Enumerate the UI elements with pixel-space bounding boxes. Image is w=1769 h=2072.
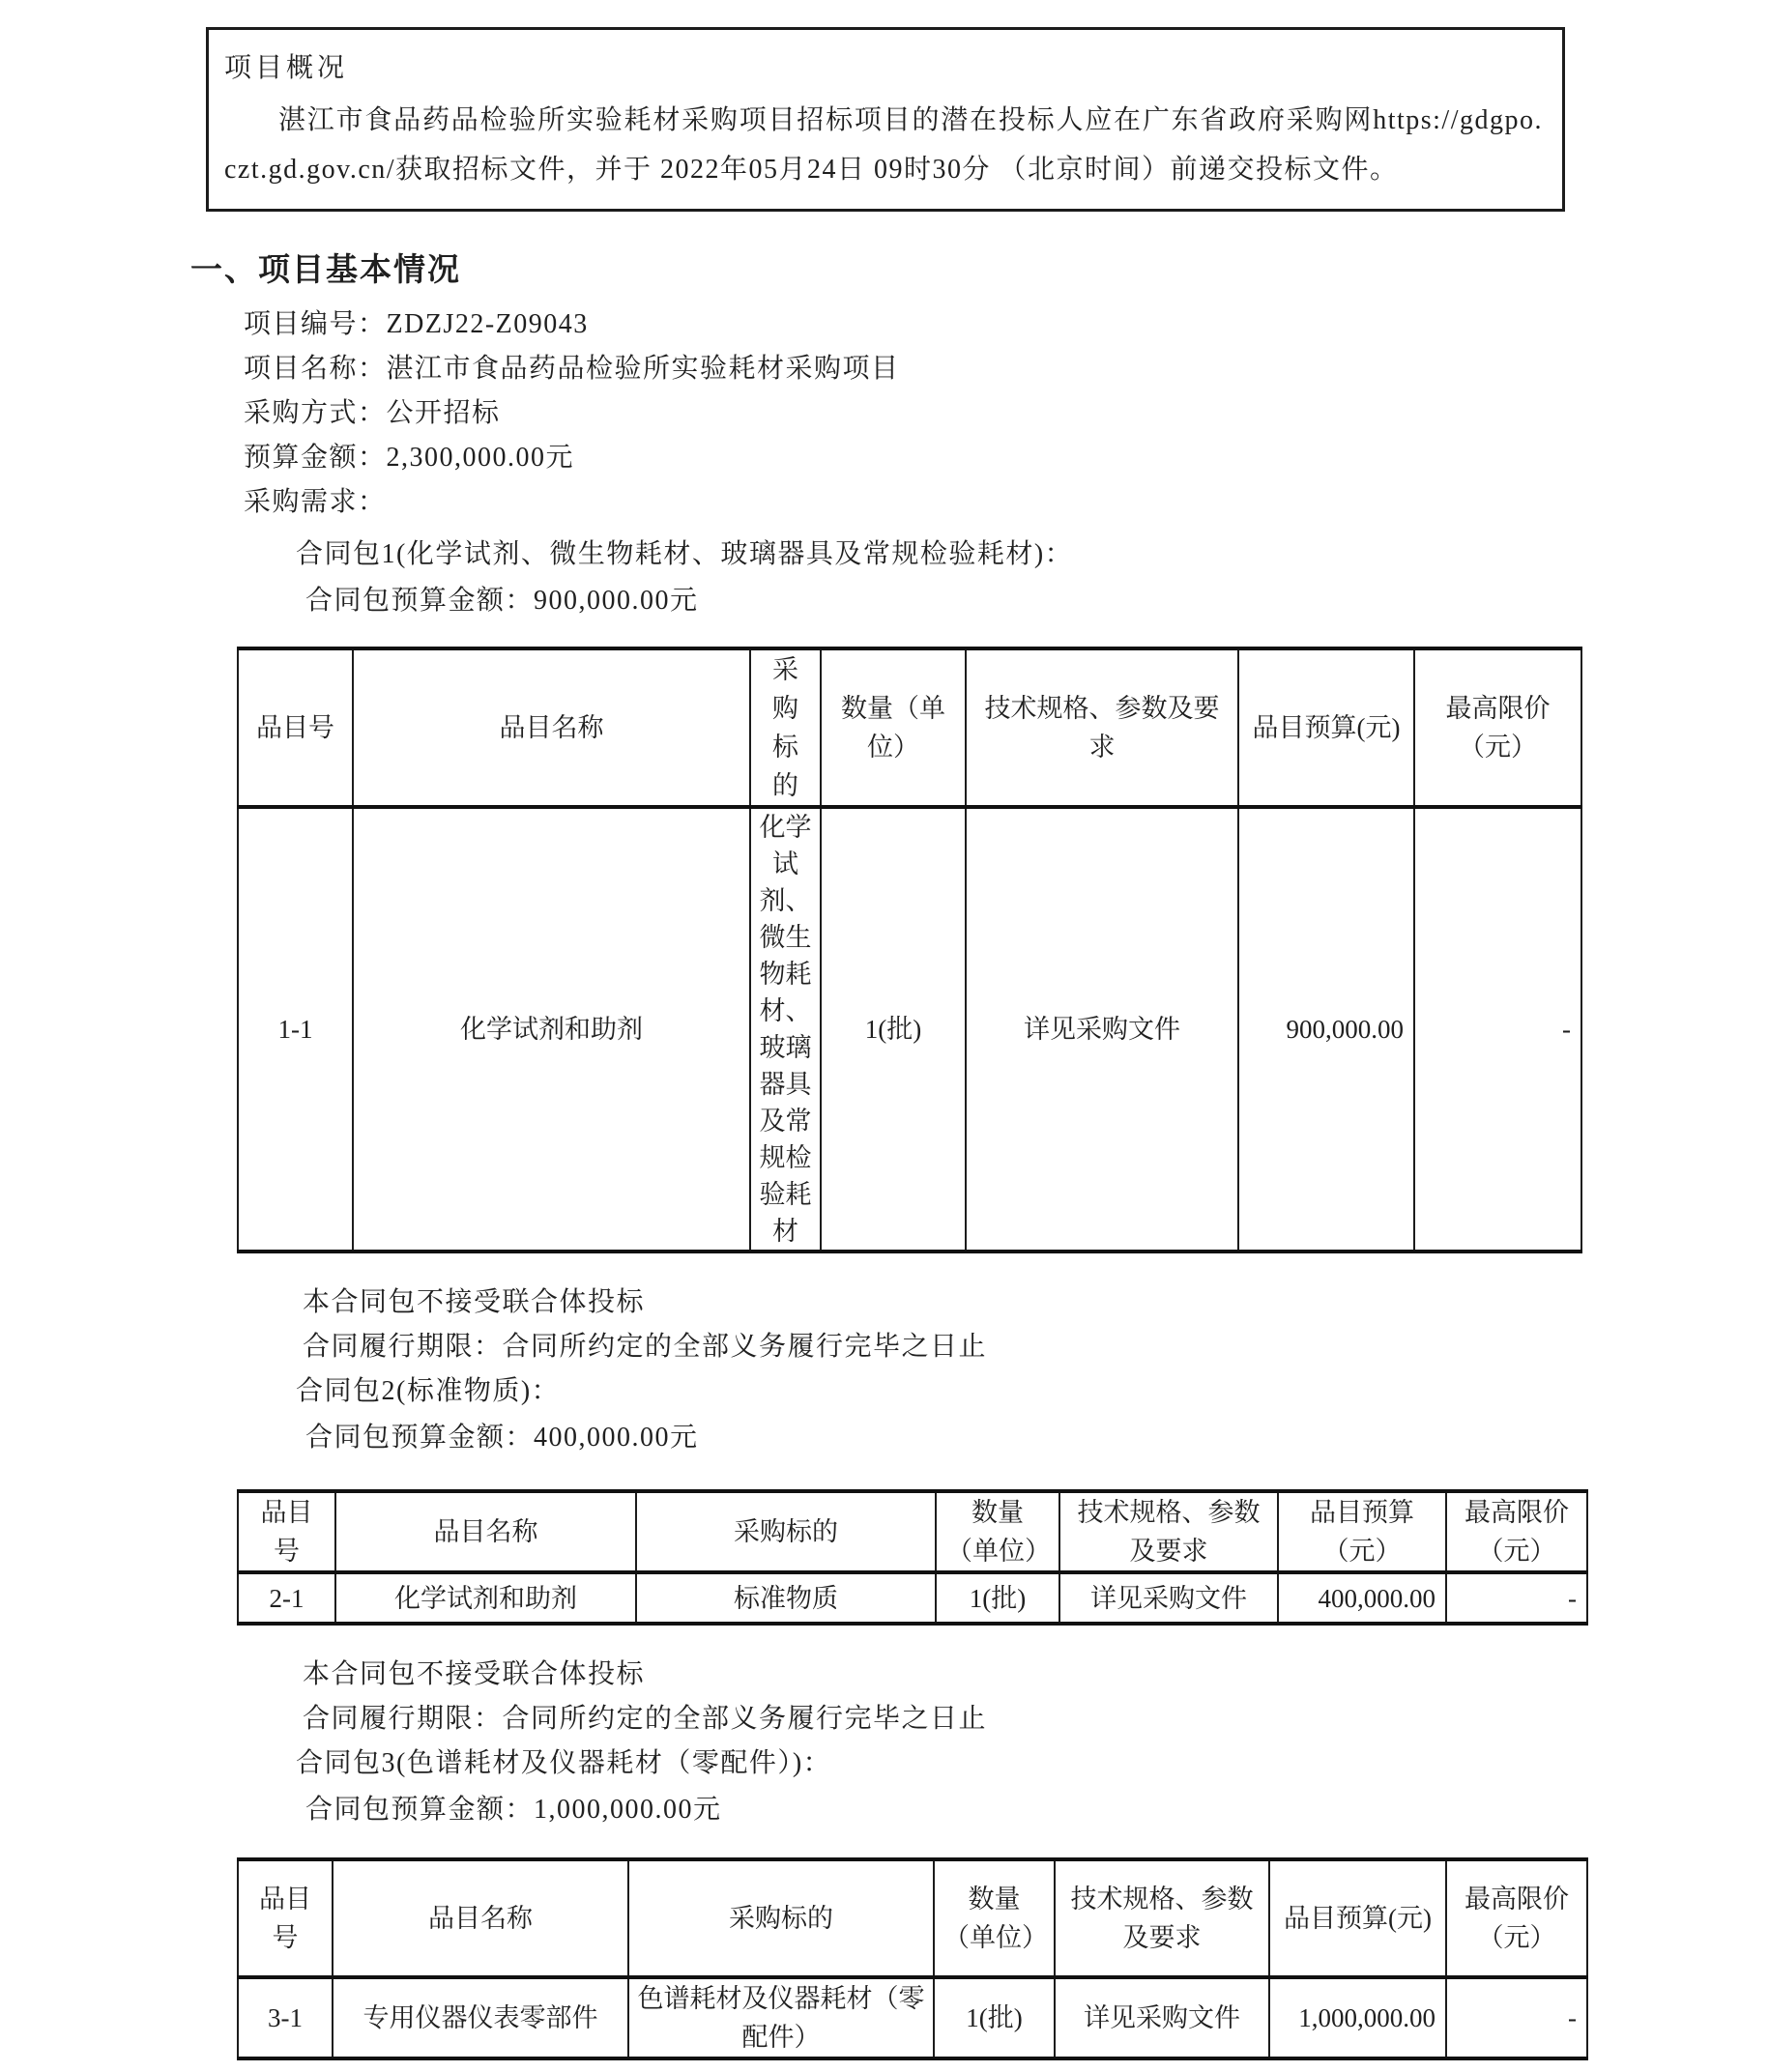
header-cell-specs: 技术规格、参数及要求 bbox=[1059, 1491, 1278, 1572]
info-label: 采购需求： bbox=[244, 487, 387, 517]
package-1-table bbox=[237, 647, 1582, 1253]
package-3-intro: 合同包3(色谱耗材及仪器耗材（零配件）)： bbox=[296, 1748, 832, 1778]
header-cell-procurement-target: 采购标的 bbox=[750, 648, 821, 807]
header-cell-price-cap: 最高限价（元） bbox=[1446, 1859, 1587, 1977]
cell-specs: 详见采购文件 bbox=[1055, 1977, 1269, 2058]
header-cell-quantity: 数量（单位） bbox=[936, 1491, 1059, 1572]
table-row bbox=[238, 1572, 1587, 1624]
project-info bbox=[244, 302, 1769, 525]
table-header-row bbox=[238, 1859, 1587, 1977]
table-row bbox=[238, 807, 1581, 1252]
header-cell-procurement-target: 采购标的 bbox=[628, 1859, 934, 1977]
header-cell-procurement-target: 采购标的 bbox=[636, 1491, 936, 1572]
header-cell-item-budget: 品目预算(元) bbox=[1238, 648, 1414, 807]
header-cell-item-no: 品目号 bbox=[238, 1859, 333, 1977]
header-cell-item-budget: 品目预算(元) bbox=[1269, 1859, 1446, 1977]
cell-specs: 详见采购文件 bbox=[966, 807, 1238, 1252]
package-1-note-term: 合同履行期限：合同所约定的全部义务履行完毕之日止 bbox=[303, 1332, 988, 1362]
cell-item-no: 3-1 bbox=[238, 1977, 333, 2058]
info-label: 采购方式： bbox=[244, 398, 387, 428]
package-1-budget: 合同包预算金额：900,000.00元 bbox=[305, 586, 699, 616]
package-2-note-consortium: 本合同包不接受联合体投标 bbox=[303, 1659, 646, 1689]
info-line-project-number bbox=[244, 302, 1769, 347]
info-label: 项目编号： bbox=[244, 309, 387, 339]
header-cell-specs: 技术规格、参数及要求 bbox=[966, 648, 1238, 807]
info-value: 公开招标 bbox=[386, 398, 501, 428]
package-3-budget: 合同包预算金额：1,000,000.00元 bbox=[305, 1795, 722, 1825]
cell-item-name: 专用仪器仪表零部件 bbox=[333, 1977, 628, 2058]
cell-quantity: 1(批) bbox=[934, 1977, 1055, 2058]
info-label: 预算金额： bbox=[244, 443, 387, 473]
info-line-budget-amount bbox=[244, 436, 1769, 480]
cell-item-no: 2-1 bbox=[238, 1572, 335, 1624]
cell-price-cap: - bbox=[1414, 807, 1581, 1252]
cell-procurement-target: 标准物质 bbox=[636, 1572, 936, 1624]
package-2-table bbox=[237, 1489, 1588, 1626]
info-label: 项目名称： bbox=[244, 354, 387, 384]
cell-quantity: 1(批) bbox=[936, 1572, 1059, 1624]
cell-item-budget: 900,000.00 bbox=[1238, 807, 1414, 1252]
info-value: 湛江市食品药品检验所实验耗材采购项目 bbox=[386, 354, 900, 384]
section-heading: 一、项目基本情况 bbox=[190, 253, 461, 288]
cell-item-name: 化学试剂和助剂 bbox=[335, 1572, 636, 1624]
cell-quantity: 1(批) bbox=[821, 807, 966, 1252]
header-cell-item-budget: 品目预算（元） bbox=[1278, 1491, 1446, 1572]
cell-item-no: 1-1 bbox=[238, 807, 353, 1252]
info-value: 2,300,000.00元 bbox=[386, 443, 575, 473]
info-line-project-name bbox=[244, 347, 1769, 391]
package-1-intro: 合同包1(化学试剂、微生物耗材、玻璃器具及常规检验耗材)： bbox=[296, 539, 1074, 569]
info-line-procurement-demand bbox=[244, 480, 1769, 525]
cell-specs: 详见采购文件 bbox=[1059, 1572, 1278, 1624]
project-overview-box bbox=[206, 27, 1565, 212]
overview-title: 项目概况 bbox=[224, 53, 349, 83]
cell-item-budget: 400,000.00 bbox=[1278, 1572, 1446, 1624]
package-2-intro: 合同包2(标准物质)： bbox=[296, 1376, 561, 1406]
header-cell-item-name: 品目名称 bbox=[335, 1491, 636, 1572]
header-cell-quantity: 数量（单位） bbox=[821, 648, 966, 807]
info-value: ZDZJ22-Z09043 bbox=[386, 309, 589, 339]
overview-paragraph: 湛江市食品药品检验所实验耗材采购项目招标项目的潜在投标人应在广东省政府采购网https://gdgpo.czt.gd.gov.cn/获取招标文件，并于 2022年05月24日 09时30分 （北京时间）前递交投标文件。 bbox=[224, 105, 1543, 185]
header-cell-item-name: 品目名称 bbox=[333, 1859, 628, 1977]
cell-procurement-target: 化学试剂、微生物耗材、玻璃器具及常规检验耗材 bbox=[750, 807, 821, 1252]
header-cell-quantity: 数量（单位） bbox=[934, 1859, 1055, 1977]
package-3-table bbox=[237, 1857, 1588, 2060]
header-cell-price-cap: 最高限价（元） bbox=[1446, 1491, 1587, 1572]
cell-item-name: 化学试剂和助剂 bbox=[353, 807, 750, 1252]
header-cell-specs: 技术规格、参数及要求 bbox=[1055, 1859, 1269, 1977]
table-header-row bbox=[238, 1491, 1587, 1572]
header-cell-item-no: 品目号 bbox=[238, 648, 353, 807]
cell-item-budget: 1,000,000.00 bbox=[1269, 1977, 1446, 2058]
cell-procurement-target: 色谱耗材及仪器耗材（零配件） bbox=[628, 1977, 934, 2058]
header-cell-item-name: 品目名称 bbox=[353, 648, 750, 807]
info-line-procurement-method bbox=[244, 391, 1769, 436]
package-2-note-term: 合同履行期限：合同所约定的全部义务履行完毕之日止 bbox=[303, 1704, 988, 1734]
header-cell-item-no: 品目号 bbox=[238, 1491, 335, 1572]
table-row bbox=[238, 1977, 1587, 2058]
package-1-note-consortium: 本合同包不接受联合体投标 bbox=[303, 1287, 646, 1317]
package-2-budget: 合同包预算金额：400,000.00元 bbox=[305, 1423, 699, 1453]
cell-price-cap: - bbox=[1446, 1977, 1587, 2058]
cell-price-cap: - bbox=[1446, 1572, 1587, 1624]
header-cell-price-cap: 最高限价（元） bbox=[1414, 648, 1581, 807]
table-header-row bbox=[238, 648, 1581, 807]
